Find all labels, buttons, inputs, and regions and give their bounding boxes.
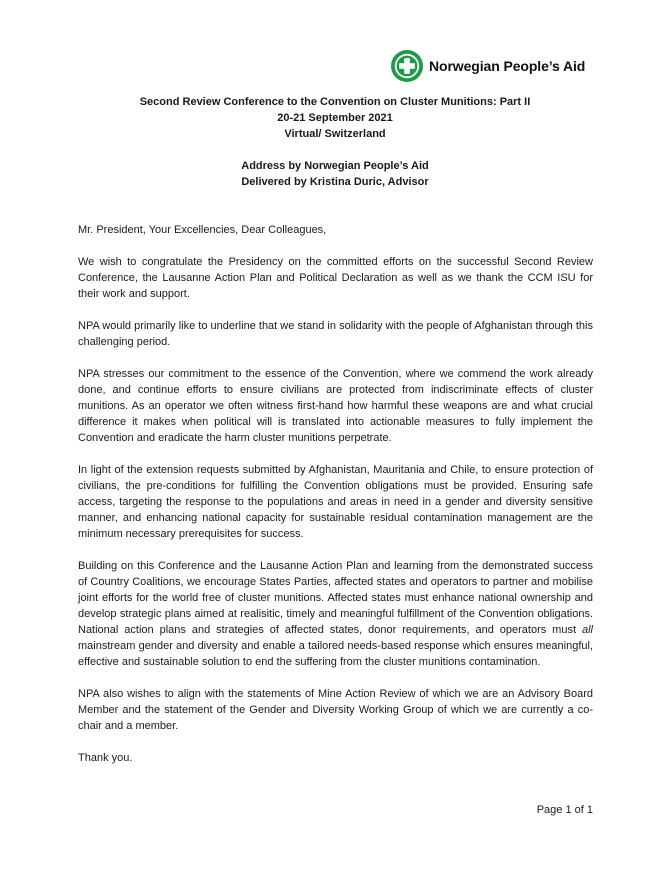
conference-header [0,94,670,142]
address-header [0,158,670,190]
paragraph-commitment: NPA stresses our commitment to the essence of the Convention, where we commend the work already done, and continue efforts to ensure civilians are protected from indiscriminate effects of cluster munitions. As an operator we often witness first-hand how harmful these weapons are and what crucial difference it makes when political will is translated into actionable measures to fully implement the Convention and eradicate the harm cluster munitions perpetrate. [78,368,593,444]
conference-location: Virtual/ Switzerland [284,128,386,140]
paragraph-extension-requests: In light of the extension requests submitted by Afghanistan, Mauritania and Chile, to ensure protection of civilians, the pre-conditions for fulfilling the Convention obligations must be provided. Ensuring safe access, targeting the response to the populations and areas in need in a gender and diversity sensitive manner, and enhancing national capacity for sustainable residual contamination management are the minimum necessary prerequisites for success. [78,464,593,540]
npa-cross-emblem-icon [390,49,424,83]
paragraph-afghanistan-solidarity: NPA would primarily like to underline that we stand in solidarity with the people of Afghanistan through this challenging period. [78,320,593,348]
conference-title: Second Review Conference to the Convention on Cluster Munitions: Part II [139,96,531,108]
paragraph-text: mainstream gender and diversity and enable a tailored needs-based response which ensures meaningful, effective and sustainable solution to end the suffering from the cluster munitions contamination. [78,640,593,668]
npa-logo [390,48,585,84]
paragraph-country-coalitions [78,558,593,670]
salutation: Mr. President, Your Excellencies, Dear Colleagues, [78,224,327,236]
statement-body [78,222,593,766]
closing: Thank you. [78,752,133,764]
conference-date: 20-21 September 2021 [277,112,393,124]
paragraph-alignment: NPA also wishes to align with the statements of Mine Action Review of which we are an Advisory Board Member and the statement of the Gender and Diversity Working Group of which we are currently a co-chair and a member. [78,688,593,732]
organization-name: Norwegian People’s Aid [429,58,586,74]
address-line: Address by Norwegian People’s Aid [241,160,429,172]
paragraph-congratulations: We wish to congratulate the Presidency on the committed efforts on the successful Second Review Conference, the Lausanne Action Plan and Political Declaration as well as we thank the CCM ISU for their work and support. [78,256,593,300]
delivered-by: Delivered by Kristina Duric, Advisor [241,176,429,188]
emphasized-word: all [581,624,593,636]
page-number: Page 1 of 1 [536,804,593,816]
paragraph-text: Building on this Conference and the Lausanne Action Plan and learning from the demonstrated success of Country Coalitions, we encourage States Parties, affected states and operators to partner and mobilise joint efforts for the world free of cluster munitions. Affected states must enhance national ownership and develop strategic plans aimed at realisitic, timely and meaningful fulfillment of the Convention obligations. National action plans and strategies of affected states, donor requirements, and operators must [78,560,593,636]
